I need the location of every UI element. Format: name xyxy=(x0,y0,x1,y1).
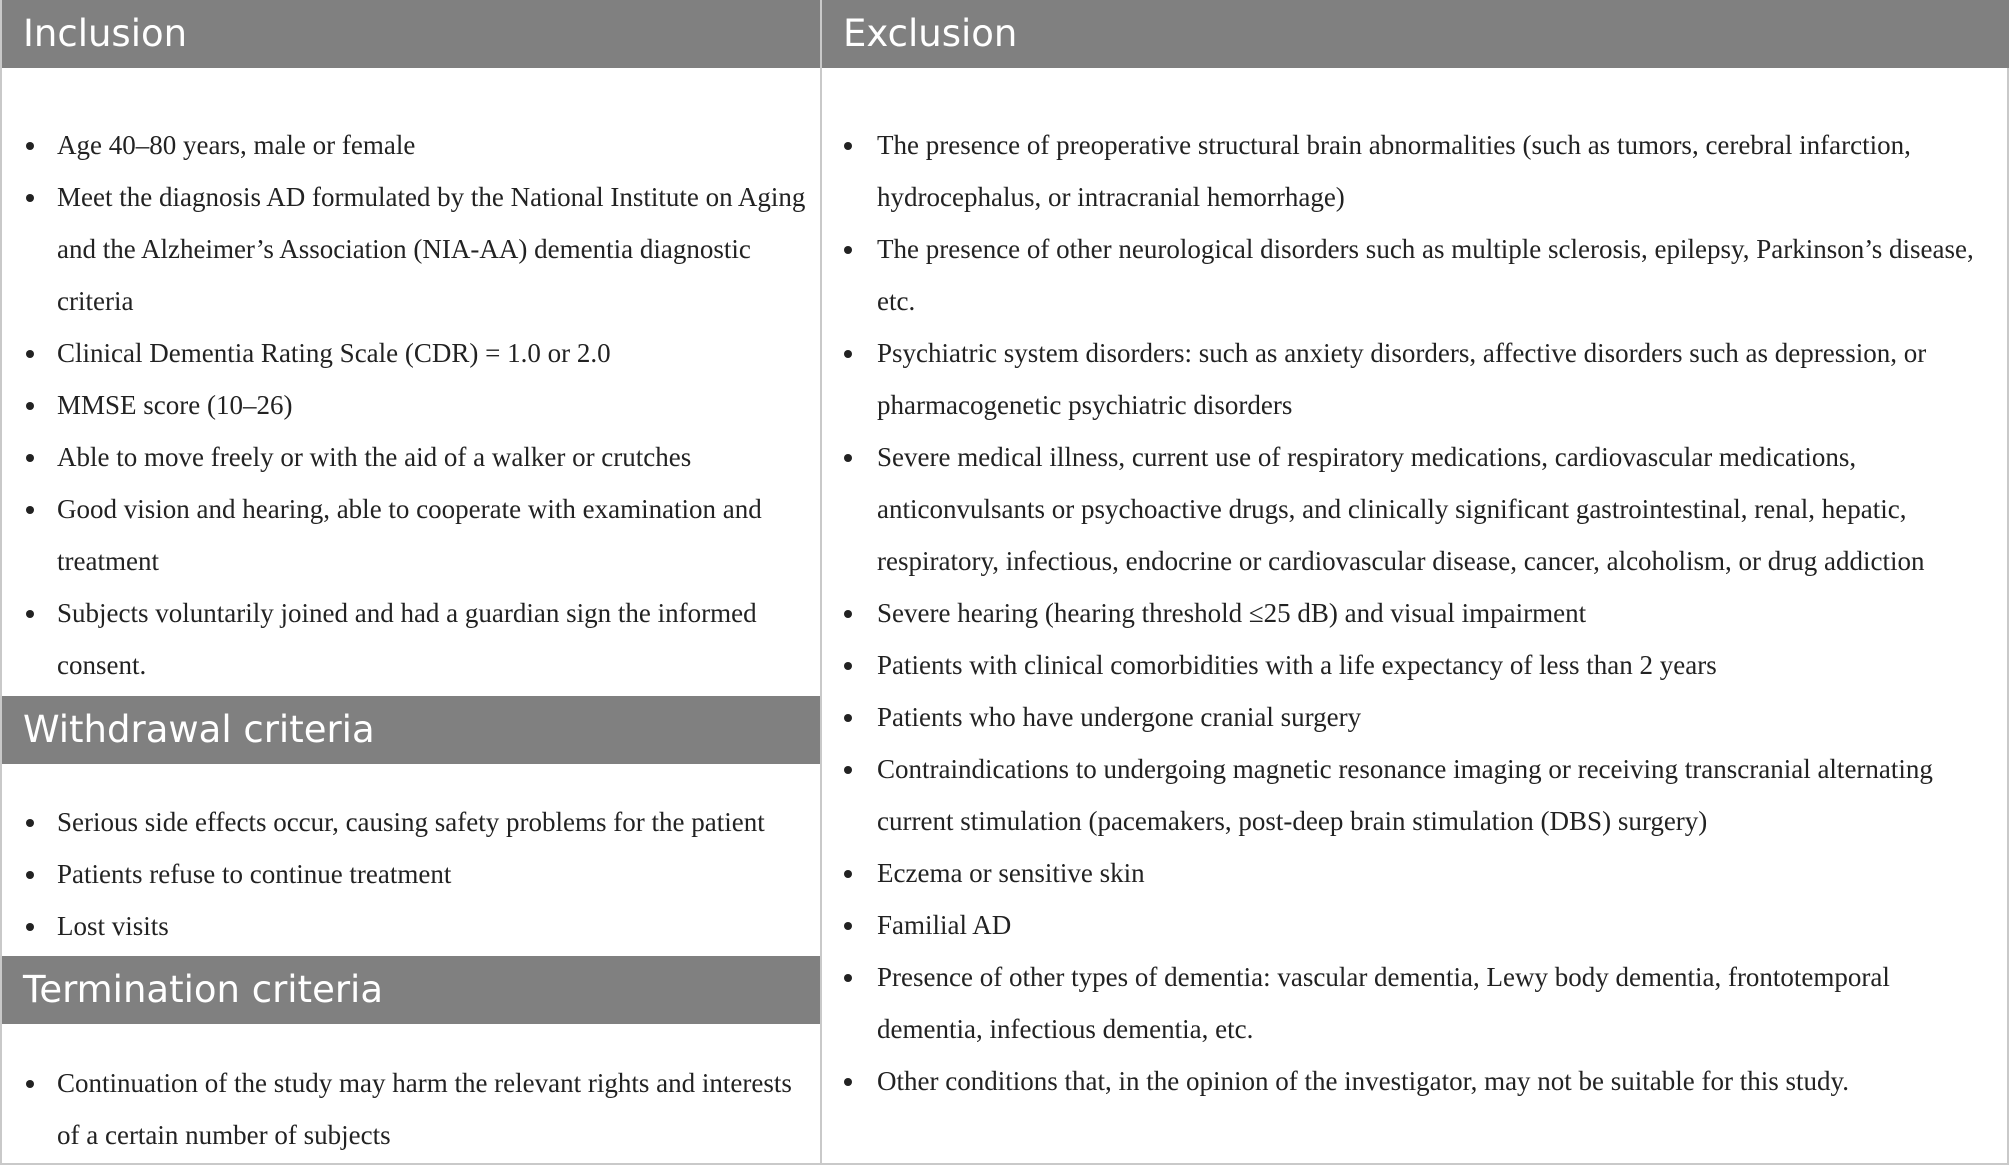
exclusion-list xyxy=(842,119,2002,1107)
list-item: Lost visits xyxy=(24,900,814,952)
termination-header: Termination criteria xyxy=(2,956,820,1024)
list-item: Contraindications to undergoing magnetic resonance imaging or receiving transcranial alternating current stimulation (pacemakers, post-deep brain stimulation (DBS) surgery) xyxy=(842,743,2002,847)
list-item: Patients who have undergone cranial surgery xyxy=(842,691,2002,743)
withdrawal-list xyxy=(24,796,814,952)
list-item: Able to move freely or with the aid of a walker or crutches xyxy=(24,431,814,483)
list-item: The presence of preoperative structural brain abnormalities (such as tumors, cerebral infarction, hydrocephalus, or intracranial hemorrhage) xyxy=(842,119,2002,223)
list-item: Familial AD xyxy=(842,899,2002,951)
list-item: Subjects voluntarily joined and had a guardian sign the informed consent. xyxy=(24,587,814,691)
list-item: Psychiatric system disorders: such as anxiety disorders, affective disorders such as depression, or pharmacogenetic psychiatric disorders xyxy=(842,327,2002,431)
list-item: Patients with clinical comorbidities with a life expectancy of less than 2 years xyxy=(842,639,2002,691)
inclusion-list xyxy=(24,119,814,691)
left-column xyxy=(2,0,820,1165)
withdrawal-header: Withdrawal criteria xyxy=(2,696,820,764)
list-item: Severe hearing (hearing threshold ≤25 dB) and visual impairment xyxy=(842,587,2002,639)
list-item: Presence of other types of dementia: vascular dementia, Lewy body dementia, frontotemporal dementia, infectious dementia, etc. xyxy=(842,951,2002,1055)
termination-list xyxy=(24,1057,814,1161)
list-item: Meet the diagnosis AD formulated by the National Institute on Aging and the Alzheimer’s Association (NIA-AA) dementia diagnostic criteria xyxy=(24,171,814,327)
list-item: Serious side effects occur, causing safety problems for the patient xyxy=(24,796,814,848)
right-column xyxy=(820,0,2009,1165)
list-item: The presence of other neurological disorders such as multiple sclerosis, epilepsy, Parkinson’s disease, etc. xyxy=(842,223,2002,327)
exclusion-header: Exclusion xyxy=(822,0,2009,68)
list-item: Continuation of the study may harm the relevant rights and interests of a certain number of subjects xyxy=(24,1057,814,1161)
list-item: Other conditions that, in the opinion of the investigator, may not be suitable for this study. xyxy=(842,1055,2002,1107)
inclusion-header: Inclusion xyxy=(2,0,820,68)
list-item: Age 40–80 years, male or female xyxy=(24,119,814,171)
list-item: MMSE score (10–26) xyxy=(24,379,814,431)
list-item: Eczema or sensitive skin xyxy=(842,847,2002,899)
list-item: Patients refuse to continue treatment xyxy=(24,848,814,900)
list-item: Clinical Dementia Rating Scale (CDR) = 1.0 or 2.0 xyxy=(24,327,814,379)
list-item: Severe medical illness, current use of respiratory medications, cardiovascular medications, anticonvulsants or psychoactive drugs, and clinically significant gastrointestinal, renal, hepatic, respiratory, infectious, endocrine or cardiovascular disease, cancer, alcoholism, or drug addiction xyxy=(842,431,2002,587)
list-item: Good vision and hearing, able to cooperate with examination and treatment xyxy=(24,483,814,587)
